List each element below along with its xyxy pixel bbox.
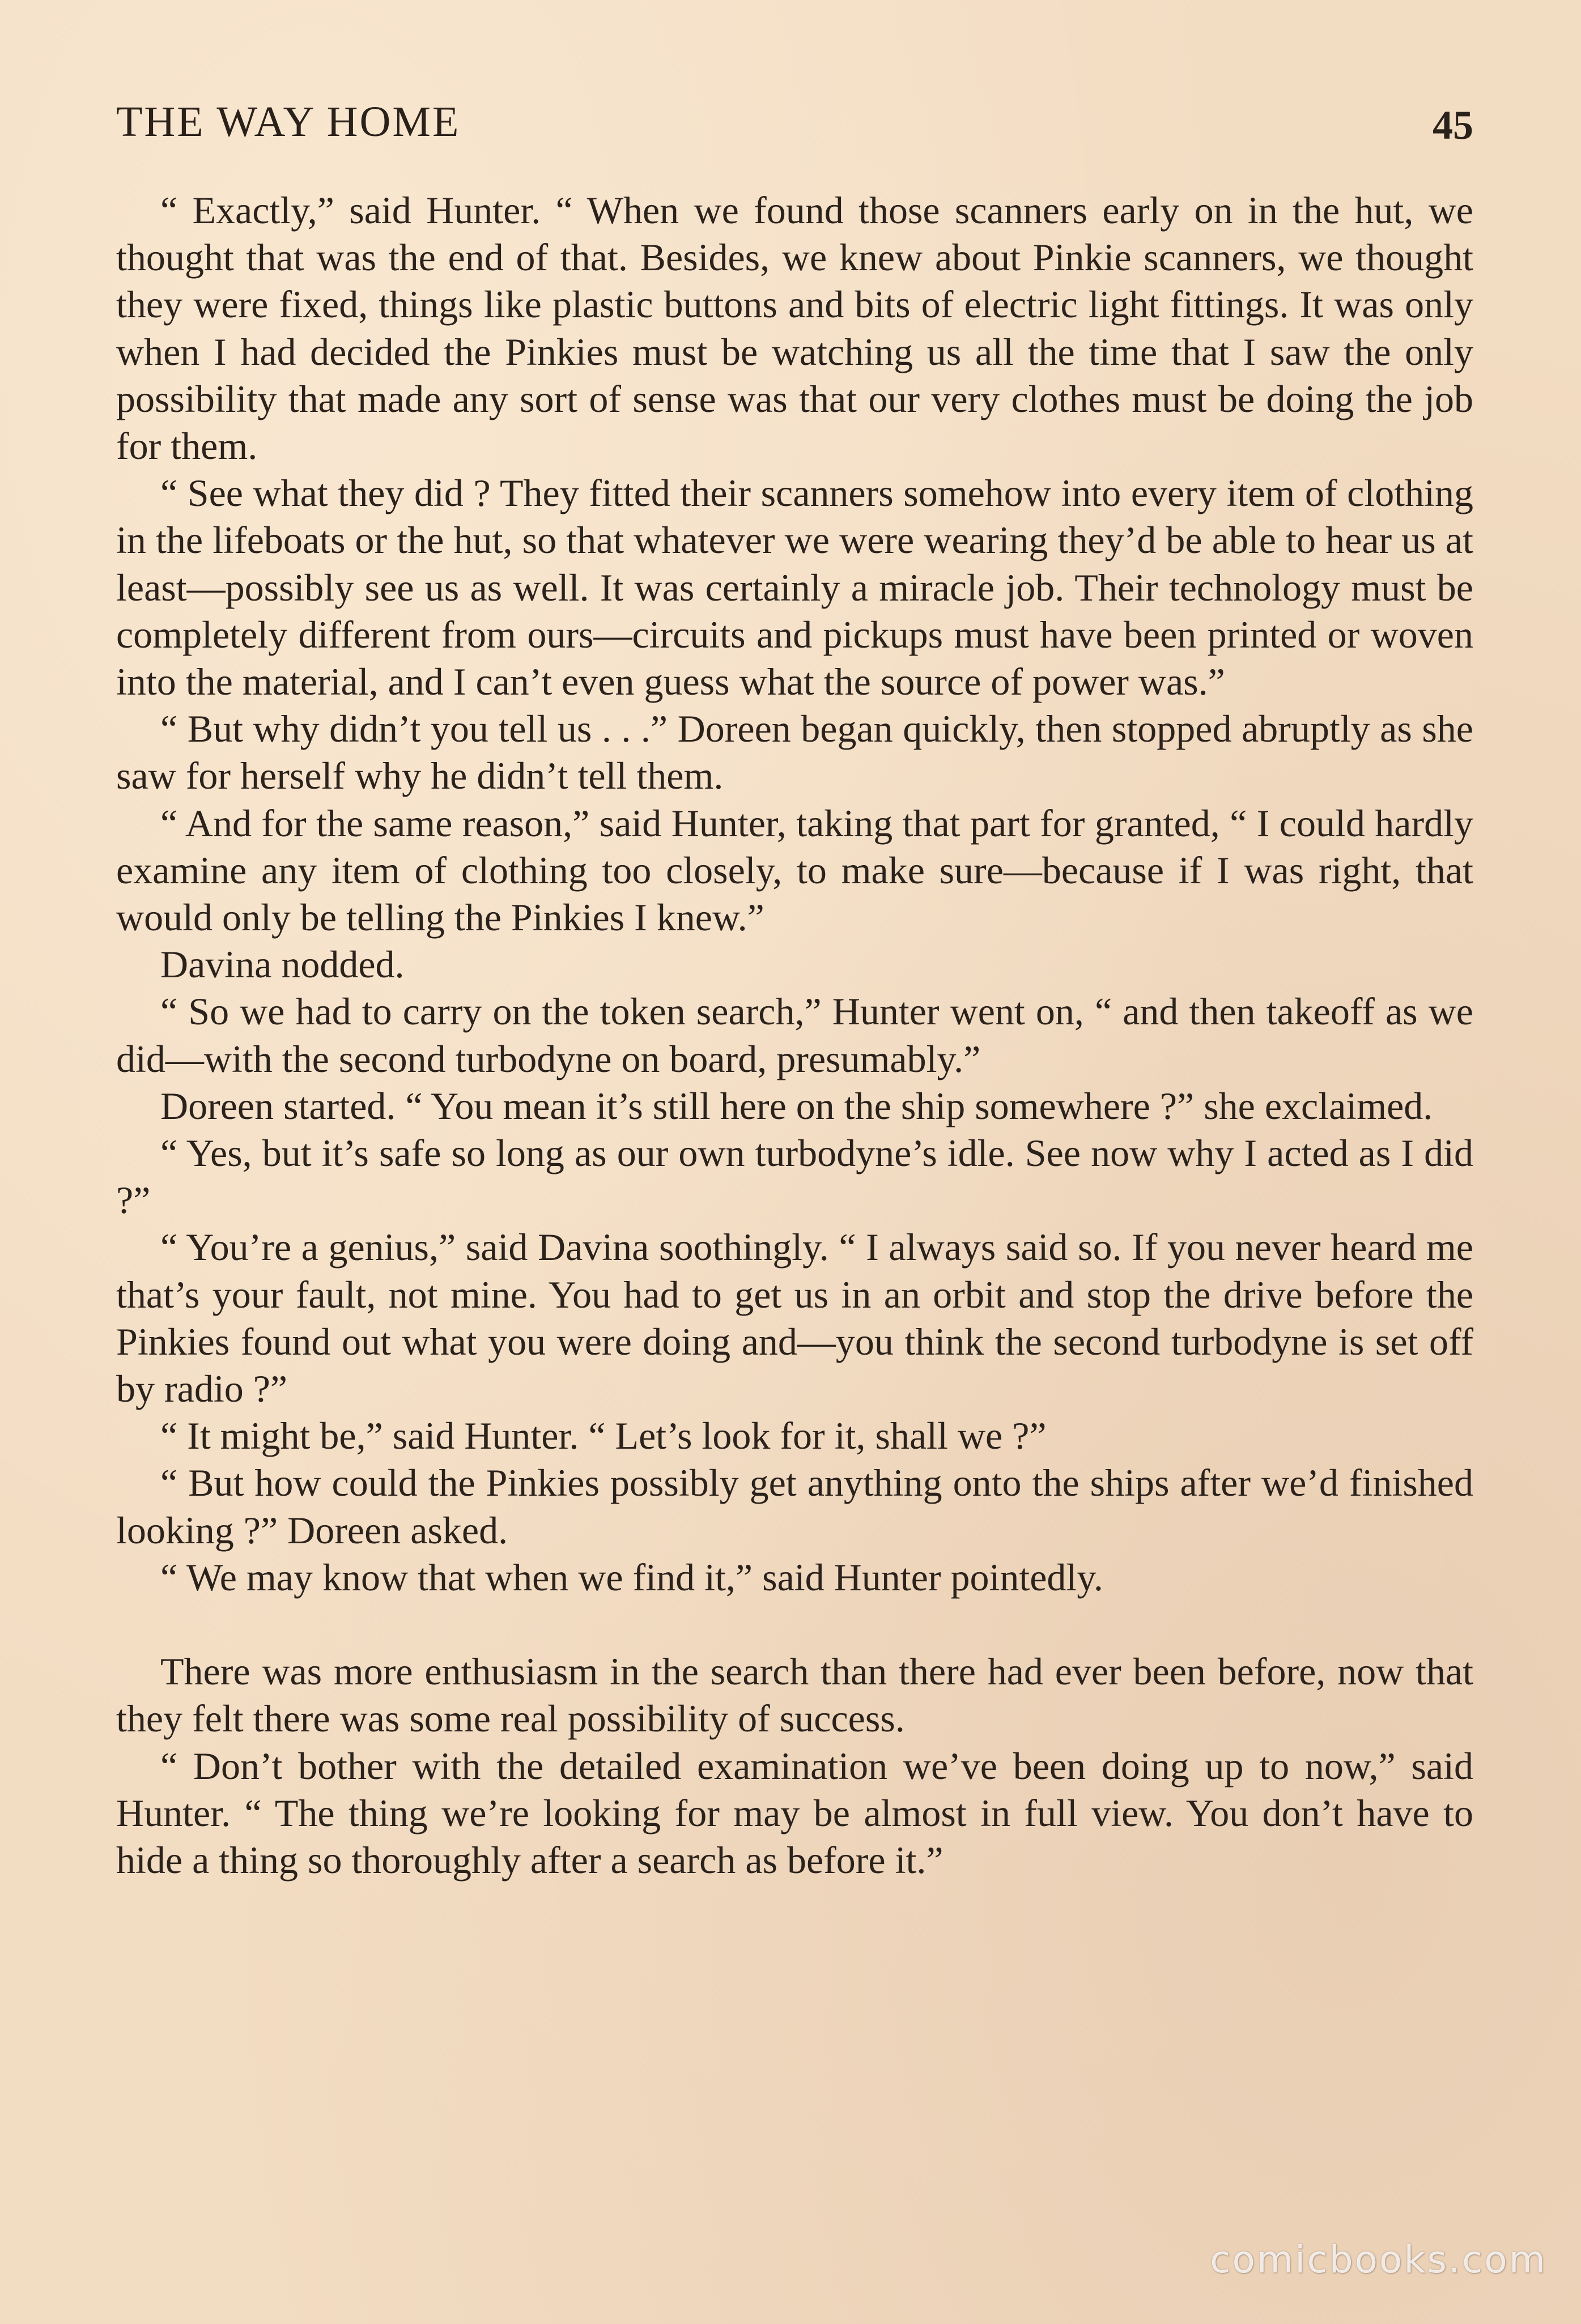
paragraph-section-start: There was more enthusiasm in the search than there had ever been before, now that they felt there was some real possibility of success.: [116, 1650, 1473, 1740]
page-number: 45: [1433, 103, 1473, 148]
paragraph: “ Yes, but it’s safe so long as our own turbodyne’s idle. See now why I acted as I did ?”: [116, 1131, 1473, 1222]
paragraph: “ So we had to carry on the token search,” Hunter went on, “ and then takeoff as we did—with the second turbodyne on board, presumably.”: [116, 990, 1473, 1080]
watermark: comicbooks.com: [1210, 2238, 1547, 2282]
paragraph: Davina nodded.: [160, 943, 405, 986]
paragraph: “ Don’t bother with the detailed examination we’ve been doing up to now,” said Hunter. “ The thing we’re looking for may be almost in full view. You don’t have to hide a thing so thoroughly after a search as before it.”: [116, 1744, 1473, 1882]
paragraph: “ It might be,” said Hunter. “ Let’s look for it, shall we ?”: [160, 1414, 1047, 1458]
paragraph: “ And for the same reason,” said Hunter, taking that part for granted, “ I could hardly examine any item of clothing too closely, to make sure—because if I was right, that would only be telling the Pinkies I knew.”: [116, 801, 1473, 939]
paragraph: Doreen started. “ You mean it’s still here on the ship somewhere ?” she exclaimed.: [160, 1084, 1433, 1127]
running-title: THE WAY HOME: [116, 98, 461, 146]
paragraph: “ But why didn’t you tell us . . .” Doreen began quickly, then stopped abruptly as she saw for herself why he didn’t tell them.: [116, 707, 1473, 798]
paragraph: “ See what they did ? They fitted their scanners somehow into every item of clothing in the lifeboats or the hut, so that whatever we were wearing they’d be able to hear us at least—possibly see us as well. It was certainly a miracle job. Their technology must be completely different from ours—circuits and pickups must have been printed or woven into the material, and I can’t even guess what the source of power was.”: [116, 471, 1473, 704]
paragraph: “ Exactly,” said Hunter. “ When we found those scanners early on in the hut, we thought that was the end of that. Besides, we knew about Pinkie scanners, we thought they were fixed, things like plastic buttons and bits of electric light fittings. It was only when I had decided the Pinkies must be watching us all the time that I saw the only possibility that made any sort of sense was that our very clothes must be doing the job for them.: [116, 189, 1473, 468]
body-text: [116, 187, 1473, 1884]
paragraph: “ You’re a genius,” said Davina soothingly. “ I always said so. If you never heard me that’s your fault, not mine. You had to get us in an orbit and stop the drive before the Pinkies found out what you were doing and—you think the second turbodyne is set off by radio ?”: [116, 1225, 1473, 1411]
running-head: [116, 97, 1473, 160]
paragraph: “ But how could the Pinkies possibly get anything onto the ships after we’d finished looking ?” Doreen asked.: [116, 1461, 1473, 1552]
paragraph: “ We may know that when we find it,” said Hunter pointedly.: [160, 1555, 1103, 1599]
